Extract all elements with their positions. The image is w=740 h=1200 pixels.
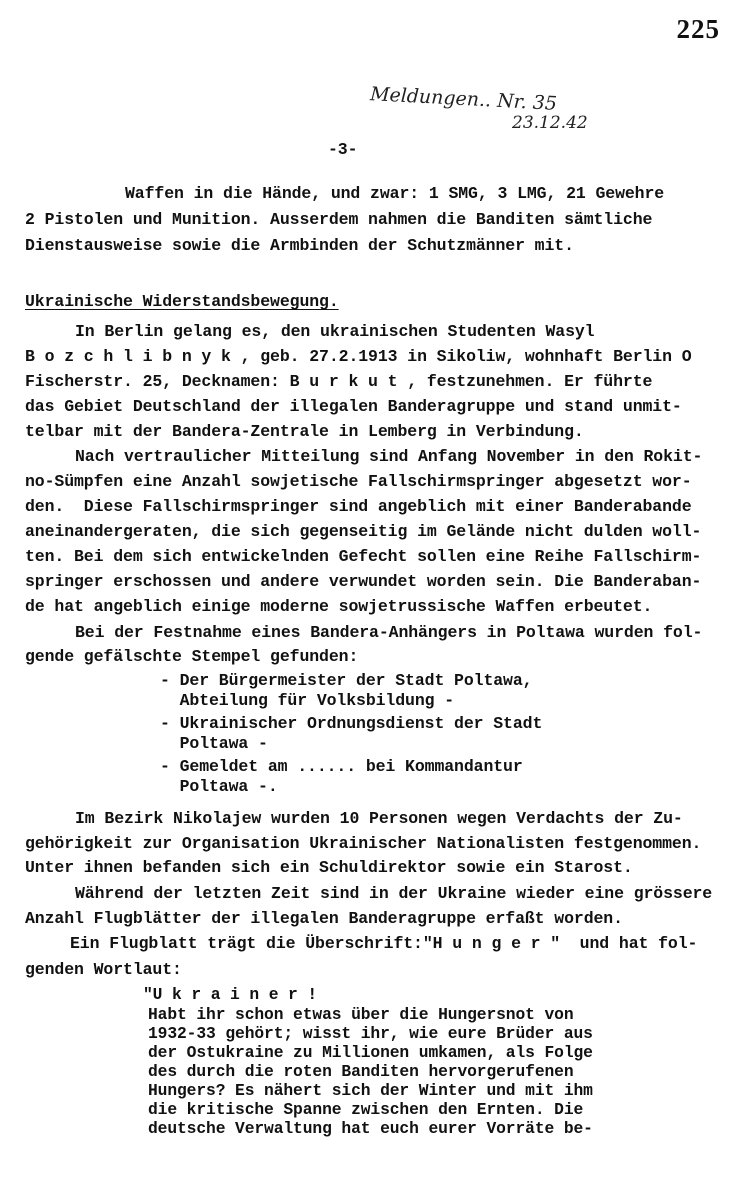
quote-line: Habt ihr schon etwas über die Hungersnot von xyxy=(148,1005,574,1024)
page-marker: -3- xyxy=(328,140,358,159)
text-line: das Gebiet Deutschland der illegalen Banderagruppe und stand unmit- xyxy=(25,397,682,416)
text-line: no-Sümpfen eine Anzahl sowjetische Fallschirmspringer abgesetzt wor- xyxy=(25,472,692,491)
text-line: Während der letzten Zeit sind in der Ukraine wieder eine grössere xyxy=(75,884,713,903)
text-line: Bei der Festnahme eines Bandera-Anhängers in Poltawa wurden fol- xyxy=(75,623,703,642)
text-line: Fischerstr. 25, Decknamen: B u r k u t , festzunehmen. Er führte xyxy=(25,372,653,391)
text-line: ten. Bei dem sich entwickelnden Gefecht sollen eine Reihe Fallschirm- xyxy=(25,547,702,566)
quote-line: der Ostukraine zu Millionen umkamen, als Folge xyxy=(148,1043,593,1062)
quote-line: 1932-33 gehört; wisst ihr, wie eure Brüder aus xyxy=(148,1024,593,1043)
stamp-item: - Gemeldet am ...... bei Kommandantur xyxy=(160,757,523,776)
page-number: 225 xyxy=(676,14,720,44)
text-line: gehörigkeit zur Organisation Ukrainischer Nationalisten festgenommen. xyxy=(25,834,702,853)
stamp-item: Poltawa -. xyxy=(160,777,278,796)
quote-line: die kritische Spanne zwischen den Ernten. Die xyxy=(148,1100,584,1119)
text-line: B o z c h l i b n y k , geb. 27.2.1913 in Sikoliw, wohnhaft Berlin O xyxy=(25,347,692,366)
text-line: den. Diese Fallschirmspringer sind angeblich mit einer Banderabande xyxy=(25,497,692,516)
quote-line: Hungers? Es nähert sich der Winter und mit ihm xyxy=(148,1081,593,1100)
text-line: Anzahl Flugblätter der illegalen Banderagruppe erfaßt worden. xyxy=(25,909,623,928)
text-line: Nach vertraulicher Mitteilung sind Anfang November in den Rokit- xyxy=(75,447,703,466)
quote-line: des durch die roten Banditen hervorgerufenen xyxy=(148,1062,574,1081)
text-line: aneinandergeraten, die sich gegenseitig im Gelände nicht dulden woll- xyxy=(25,522,702,541)
text-line: Im Bezirk Nikolajew wurden 10 Personen wegen Verdachts der Zu- xyxy=(75,809,683,828)
handwritten-note-title: Meldungen.. Nr. 35 xyxy=(369,83,558,115)
stamp-item: Poltawa - xyxy=(160,734,268,753)
text-line: Ein Flugblatt trägt die Überschrift:"H u n g e r " und hat fol- xyxy=(70,934,698,953)
quote-line: deutsche Verwaltung hat euch eurer Vorräte be- xyxy=(148,1119,593,1138)
text-line: 2 Pistolen und Munition. Ausserdem nahmen die Banditen sämtliche xyxy=(25,210,653,229)
quote-line: "U k r a i n e r ! xyxy=(143,985,318,1004)
text-line: de hat angeblich einige moderne sowjetrussische Waffen erbeutet. xyxy=(25,597,653,616)
text-line: In Berlin gelang es, den ukrainischen Studenten Wasyl xyxy=(75,322,595,341)
text-line: Unter ihnen befanden sich ein Schuldirektor sowie ein Starost. xyxy=(25,858,633,877)
stamp-item: Abteilung für Volksbildung - xyxy=(160,691,455,710)
stamp-item: - Ukrainischer Ordnungsdienst der Stadt xyxy=(160,714,543,733)
section-heading: Ukrainische Widerstandsbewegung. xyxy=(25,292,339,311)
text-line: telbar mit der Bandera-Zentrale in Lemberg in Verbindung. xyxy=(25,422,584,441)
handwritten-note-date: 23.12.42 xyxy=(512,113,588,133)
text-line: Dienstausweise sowie die Armbinden der Schutzmänner mit. xyxy=(25,236,574,255)
stamp-item: - Der Bürgermeister der Stadt Poltawa, xyxy=(160,671,533,690)
text-line: gende gefälschte Stempel gefunden: xyxy=(25,647,359,666)
text-line: springer erschossen und andere verwundet worden sein. Die Banderaban- xyxy=(25,572,702,591)
text-line: genden Wortlaut: xyxy=(25,960,182,979)
text-line: Waffen in die Hände, und zwar: 1 SMG, 3 LMG, 21 Gewehre xyxy=(125,184,665,203)
